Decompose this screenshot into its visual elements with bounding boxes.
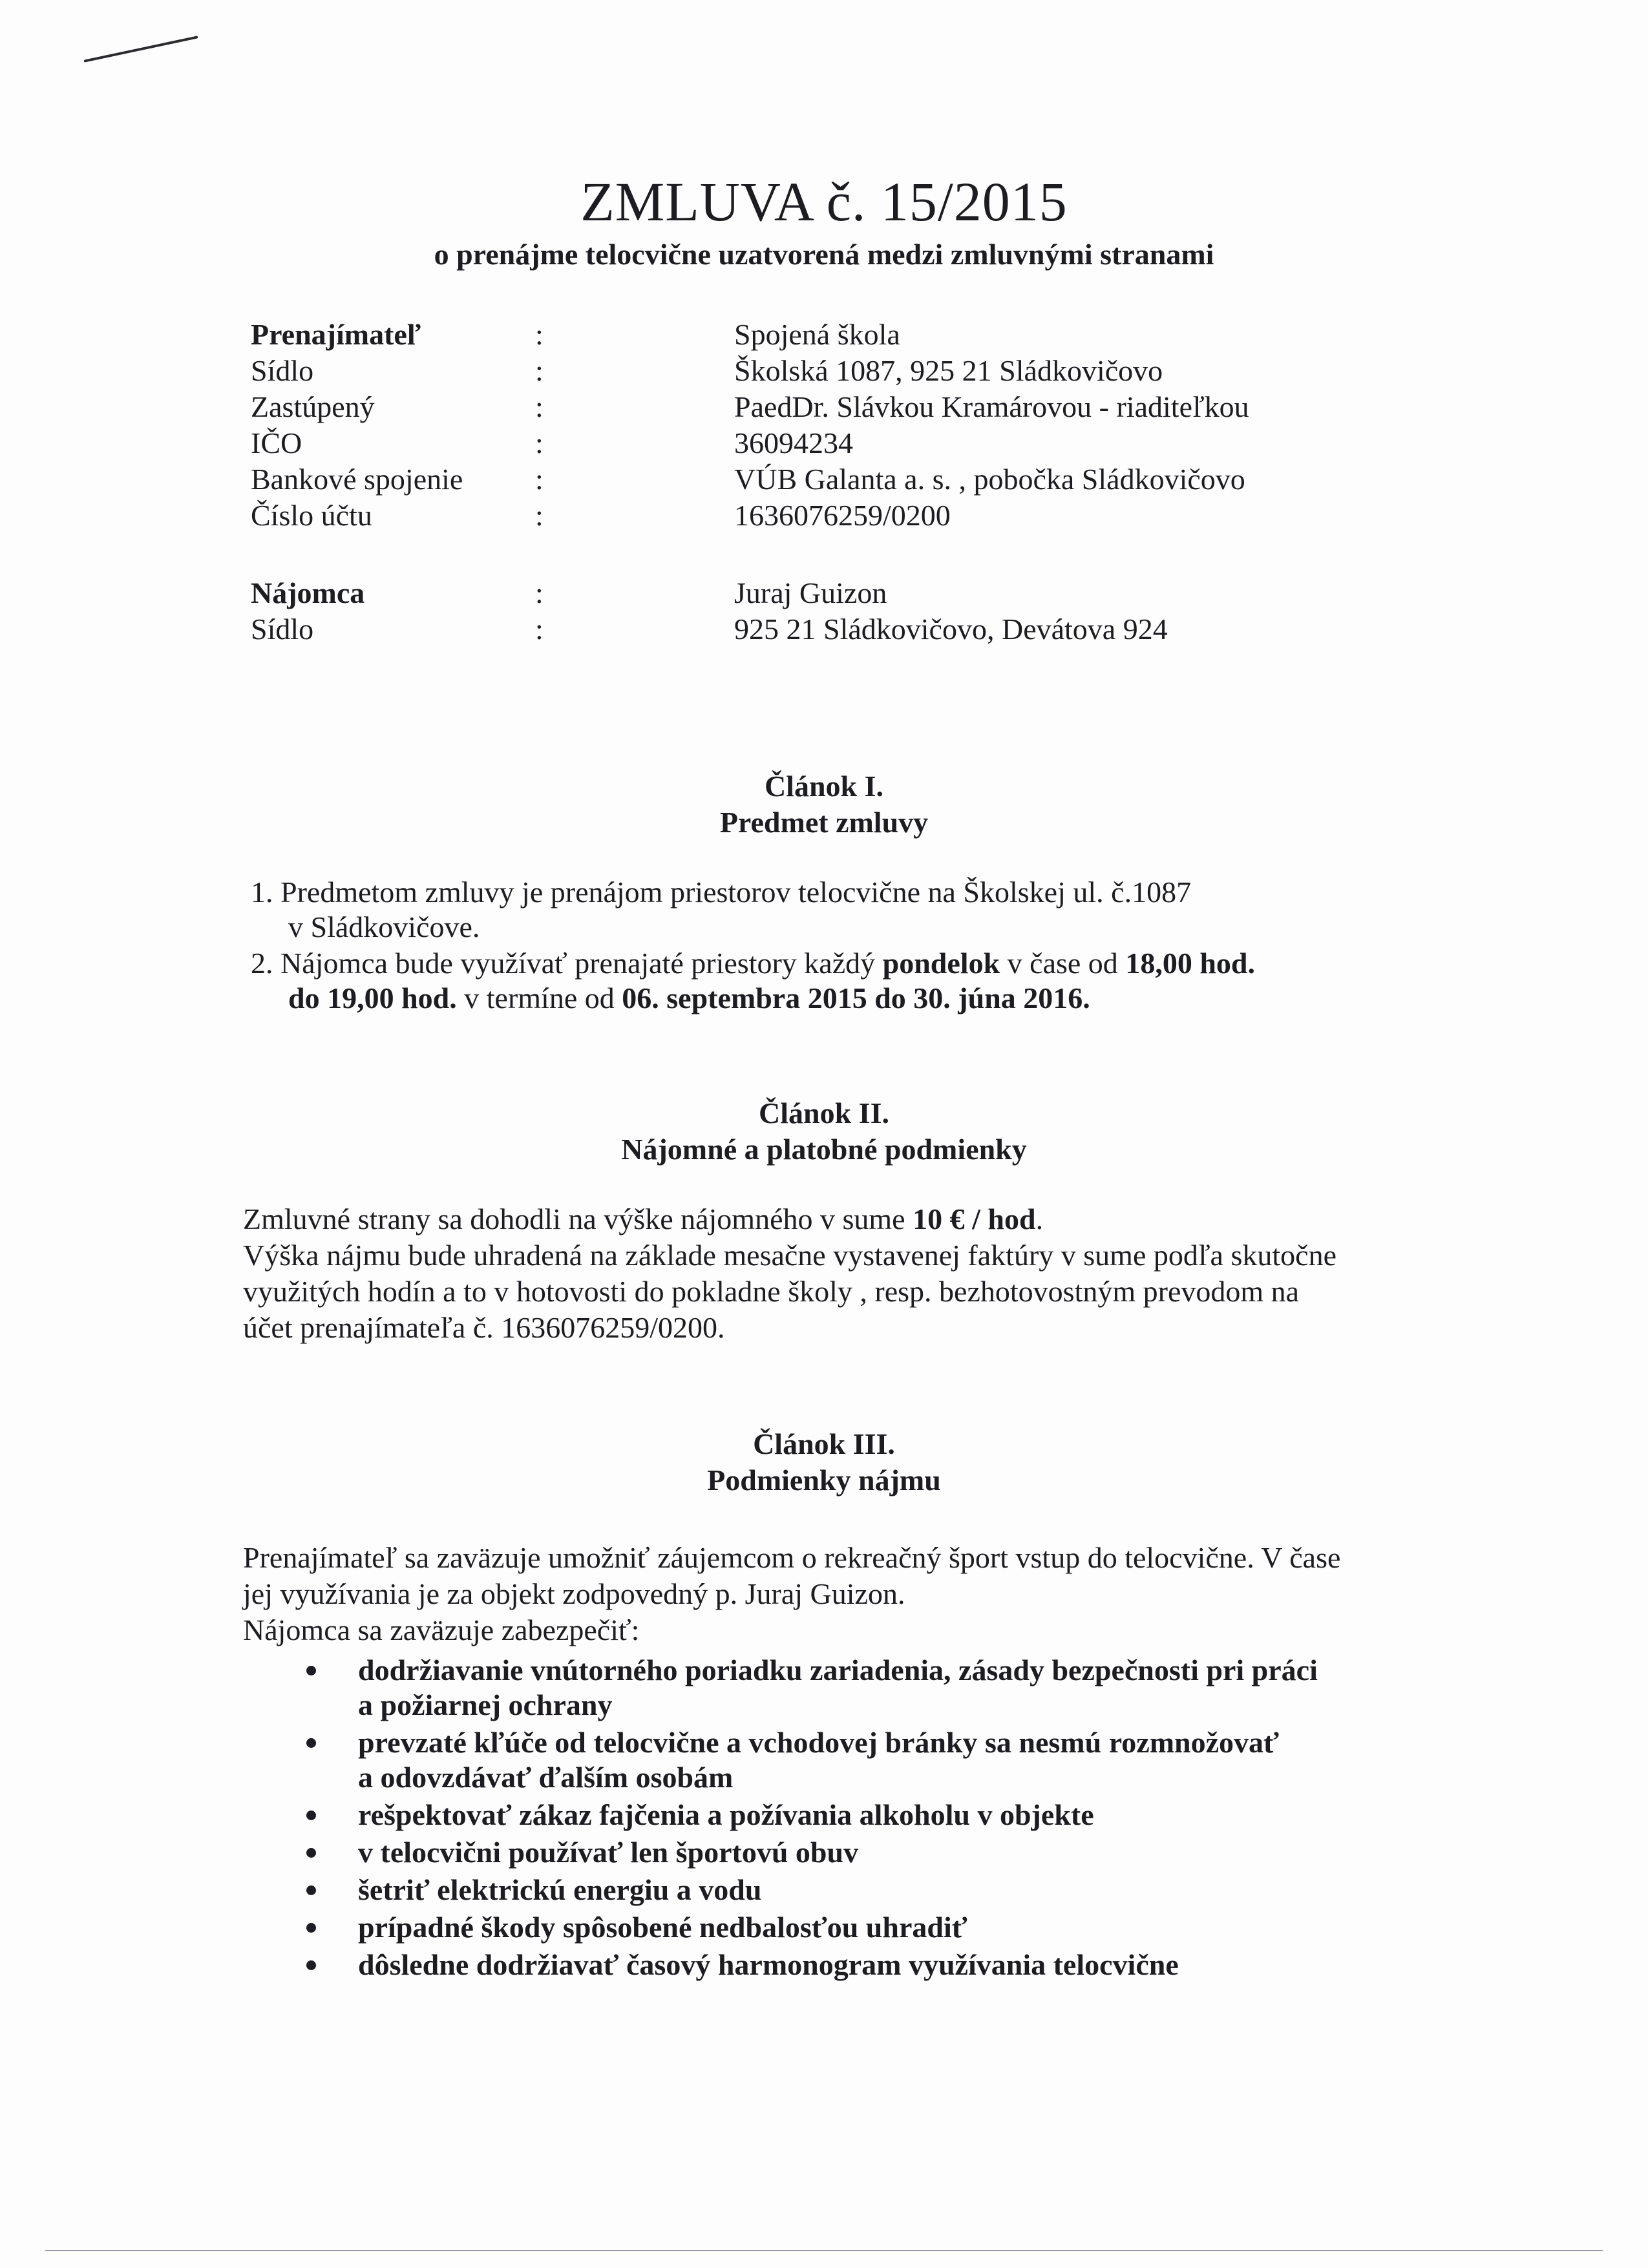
item-number: 1. (251, 876, 273, 908)
article-2-title: Nájomné a platobné podmienky (621, 1133, 1027, 1166)
party-label: Číslo účtu (251, 499, 372, 532)
party-value: 36094234 (734, 426, 853, 459)
party-colon: : (535, 499, 544, 532)
list-item (306, 1653, 1318, 1723)
bullet-icon (306, 1923, 316, 1933)
list-item (306, 1873, 1318, 1907)
party-value: 1636076259/0200 (734, 499, 951, 532)
list-item-text: rešpektovať zákaz fajčenia a požívania alkoholu v objekte (358, 1798, 1094, 1831)
party-colon: : (535, 354, 544, 387)
party-label: Nájomca (251, 576, 365, 609)
article-1-item-1 (251, 874, 1191, 910)
item-date-to: do 30. júna 2016. (867, 982, 1090, 1014)
item-text: v čase od (1000, 947, 1126, 980)
article-3-line-2: jej využívania je za objekt zodpovedný p. Juraj Guizon. (243, 1577, 905, 1610)
list-item-text: dodržiavanie vnútorného poriadku zariadenia, zásady bezpečnosti pri práci a požiarnej ochrany (358, 1654, 1318, 1721)
item-day: pondelok (882, 947, 1000, 980)
article-1-item-1-cont: v Sládkovičove. (288, 910, 480, 943)
list-item-text: šetriť elektrickú energiu a vodu (358, 1873, 762, 1906)
list-item (306, 1948, 1318, 1982)
rent-text: . (1035, 1202, 1044, 1235)
party-colon: : (535, 463, 544, 496)
party-label: Prenajímateľ (251, 318, 421, 351)
party-value: PaedDr. Slávkou Kramárovou - riaditeľkou (734, 390, 1249, 423)
item-number: 2. (251, 947, 273, 980)
party-colon: : (535, 318, 544, 351)
item-date-from: 06. septembra 2015 (622, 982, 867, 1014)
party-value: Spojená škola (734, 318, 900, 351)
party-colon: : (535, 613, 544, 646)
party-value: Školská 1087, 925 21 Sládkovičovo (734, 354, 1163, 387)
bullet-icon (306, 1811, 316, 1820)
bullet-icon (306, 1848, 316, 1858)
item-text: v termíne od (456, 982, 622, 1014)
list-item (306, 1798, 1318, 1832)
bullet-icon (306, 1960, 316, 1970)
scan-pen-mark (84, 36, 198, 62)
party-value: Juraj Guizon (734, 576, 887, 609)
list-item-text: v telocvični používať len športovú obuv (358, 1836, 859, 1869)
item-time-to: do 19,00 hod. (288, 982, 457, 1014)
item-text: Predmetom zmluvy je prenájom priestorov telocvične na Školskej ul. č.1087 (280, 876, 1192, 908)
party-label: Zastúpený (251, 390, 375, 423)
rent-text: Zmluvné strany sa dohodli na výške nájomného v sume (243, 1202, 913, 1235)
party-label: Bankové spojenie (251, 463, 463, 496)
list-item-text: prevzaté kľúče od telocvične a vchodovej bránky sa nesmú rozmnožovať a odovzdávať ďalším osobám (358, 1726, 1279, 1794)
article-3-line-1: Prenajímateľ sa zaväzuje umožniť záujemcom o rekreačný šport vstup do telocvične. V čase (243, 1541, 1341, 1574)
page-bottom-rule (45, 2250, 1603, 2251)
article-2-line-2: Výška nájmu bude uhradená na základe mesačne vystavenej faktúry v sume podľa skutočne (243, 1239, 1336, 1272)
party-label: Sídlo (251, 613, 314, 646)
article-1-item-2 (251, 945, 1255, 982)
bullet-icon (306, 1666, 316, 1675)
document-subtitle: o prenájme telocvične uzatvorená medzi zmluvnými stranami (434, 238, 1214, 271)
list-item-text: dôsledne dodržiavať časový harmonogram využívania telocvične (358, 1948, 1179, 1981)
rent-amount: 10 € / hod (913, 1202, 1036, 1235)
bullet-icon (306, 1885, 316, 1895)
article-2-number: Článok II. (759, 1097, 889, 1129)
article-1-item-2-cont (288, 980, 1090, 1016)
list-item (306, 1725, 1318, 1795)
party-value: 925 21 Sládkovičovo, Devátova 924 (734, 613, 1168, 646)
document-title: ZMLUVA č. 15/2015 (580, 171, 1068, 233)
article-2-line-1 (243, 1201, 1043, 1237)
article-1-title: Predmet zmluvy (719, 806, 929, 839)
item-text: Nájomca bude využívať prenajaté priestory každý (280, 947, 883, 980)
article-1-number: Článok I. (764, 770, 884, 803)
list-item (306, 1910, 1318, 1945)
article-2-line-3: využitých hodín a to v hotovosti do pokladne školy , resp. bezhotovostným prevodom na (243, 1275, 1300, 1308)
party-label: IČO (251, 426, 302, 459)
article-3-title: Podmienky nájmu (707, 1464, 941, 1496)
article-3-number: Článok III. (753, 1427, 895, 1460)
item-time-from: 18,00 hod. (1125, 947, 1255, 980)
party-colon: : (535, 576, 544, 609)
party-label: Sídlo (251, 354, 314, 387)
article-3-line-3: Nájomca sa zaväzuje zabezpečiť: (243, 1613, 640, 1646)
bullet-icon (306, 1738, 316, 1748)
article-2-line-4: účet prenajímateľa č. 1636076259/0200. (243, 1311, 725, 1344)
party-value: VÚB Galanta a. s. , pobočka Sládkovičovo (734, 463, 1245, 496)
party-colon: : (535, 390, 544, 423)
party-colon: : (535, 426, 544, 459)
list-item (306, 1835, 1318, 1870)
obligations-list (306, 1653, 1318, 1985)
list-item-text: prípadné škody spôsobené nedbalosťou uhradiť (358, 1911, 967, 1944)
